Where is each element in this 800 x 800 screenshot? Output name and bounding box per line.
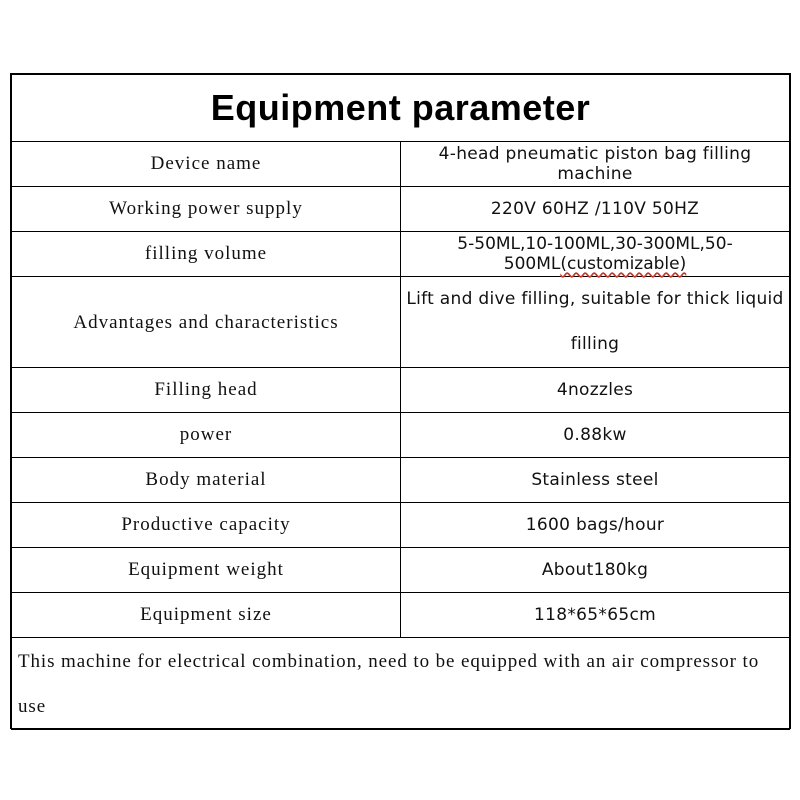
row-label: Working power supply (12, 187, 401, 232)
row-label: Device name (12, 142, 401, 187)
table-row (12, 593, 790, 638)
row-value: 1600 bags/hour (401, 503, 790, 548)
volume-ranges: 5-50ML,10-100ML,30-300ML,50-500ML (457, 234, 733, 274)
table-row (12, 548, 790, 593)
table-row (12, 277, 790, 368)
table-row (12, 232, 790, 277)
row-value: 220V 60HZ /110V 50HZ (401, 187, 790, 232)
row-label: Advantages and characteristics (12, 277, 401, 368)
row-value (401, 232, 790, 277)
note-row (12, 638, 790, 730)
customizable-note: (customizable) (560, 254, 687, 274)
row-value: About180kg (401, 548, 790, 593)
row-label: Filling head (12, 368, 401, 413)
footer-note: This machine for electrical combination, need to be equipped with an air compressor to use (12, 638, 790, 730)
row-value: Stainless steel (401, 458, 790, 503)
title-row (12, 75, 790, 142)
table-row (12, 503, 790, 548)
row-label: Equipment weight (12, 548, 401, 593)
row-value: 118*65*65cm (401, 593, 790, 638)
table-row (12, 142, 790, 187)
table-row (12, 187, 790, 232)
row-value: 4-head pneumatic piston bag filling machine (401, 142, 790, 187)
row-label: Equipment size (12, 593, 401, 638)
row-label: power (12, 413, 401, 458)
table-row (12, 368, 790, 413)
row-value: Lift and dive filling, suitable for thick liquid filling (401, 277, 790, 368)
row-label: Productive capacity (12, 503, 401, 548)
table-title: Equipment parameter (12, 75, 790, 142)
row-label: filling volume (12, 232, 401, 277)
row-value: 0.88kw (401, 413, 790, 458)
equipment-parameter-sheet (10, 73, 791, 729)
table-row (12, 458, 790, 503)
table-row (12, 413, 790, 458)
row-label: Body material (12, 458, 401, 503)
parameter-table (11, 74, 790, 730)
row-value: 4nozzles (401, 368, 790, 413)
